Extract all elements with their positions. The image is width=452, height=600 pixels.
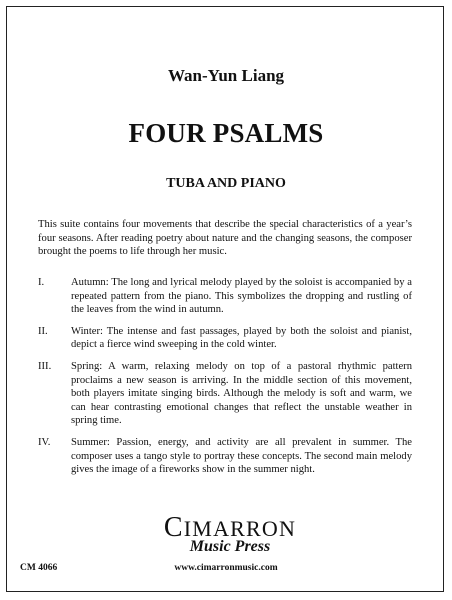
movement-item	[38, 276, 412, 317]
composer-name: Wan-Yun Liang	[167, 66, 285, 85]
logo-initial: C	[163, 512, 184, 543]
publisher-logo	[160, 512, 300, 555]
movement-description: Spring: A warm, relaxing melody on top of a pastoral rhythmic pattern proclaims a new season is arriving. In the middle section of this movement, both players imitate singing birds. Although the melody is soft and warm, we can hear contrasting emotional changes that reflect the unstable weather in spring time.	[71, 360, 412, 427]
movement-numeral: IV.	[38, 436, 51, 448]
movement-list	[38, 276, 412, 485]
intro-paragraph: This suite contains four movements that describe the special characteristics of a year’s four seasons. After reading poetry about nature and the changing seasons, the composer brought the poems to life through her music.	[38, 219, 412, 258]
movement-description: Autumn: The long and lyrical melody played by the soloist is accompanied by a repeated pattern from the piano. This symbolizes the dropping and rustling of the leaves from the wind in autumn.	[71, 277, 412, 316]
movement-item	[38, 325, 412, 352]
movement-item	[38, 436, 412, 477]
movement-description: Summer: Passion, energy, and activity are all prevalent in summer. The composer uses a tango style to portray these concepts. The second main melody gives the image of a fireworks show in the summer night.	[71, 436, 412, 476]
piece-title: FOUR PSALMS	[128, 118, 324, 148]
logo-rest: IMARRON	[183, 516, 297, 541]
publisher-website: www.cimarronmusic.com	[174, 563, 278, 573]
instrumentation: TUBA AND PIANO	[166, 176, 286, 191]
publisher-logo-subtitle: Music Press	[189, 538, 271, 555]
movement-description: Winter: The intense and fast passages, played by both the soloist and pianist, depict a fierce wind sweeping in the cold winter.	[71, 325, 412, 351]
catalog-number: CM 4066	[20, 563, 58, 573]
movement-item	[38, 360, 412, 428]
movement-numeral: II.	[38, 325, 48, 337]
movement-numeral: I.	[38, 277, 45, 288]
movement-numeral: III.	[38, 360, 52, 372]
